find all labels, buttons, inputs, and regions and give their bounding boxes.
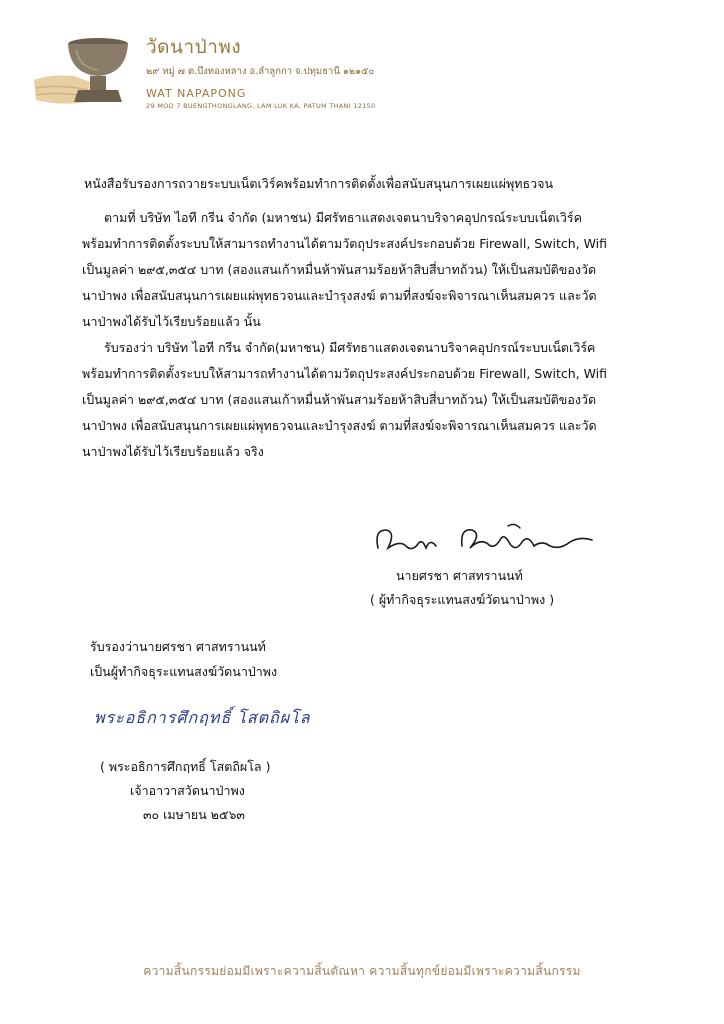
- paragraph2-line: รับรองว่า บริษัท ไอที กรีน จำกัด(มหาชน) มีศรัทธาแสดงเจตนาบริจาคอุปกรณ์ระบบเน็ตเวิร์ค: [104, 340, 596, 355]
- signature-2-handwriting: [94, 706, 354, 742]
- signer-2-role: เจ้าอาวาสวัดนาป่าพง: [130, 783, 245, 798]
- signature-2-text: พระอธิการศึกฤทธิ์ โสตถิผโล: [94, 708, 311, 727]
- signature-1-handwriting: [370, 518, 600, 562]
- paragraph1-line: นาป่าพง เพื่อสนับสนุนการเผยแผ่พุทธวจนและบำรุงสงฆ์ ตามที่สงฆ์จะพิจารณาเห็นสมควร และวัด: [82, 288, 597, 303]
- signer-1-name: นายศรชา ศาสทรานนท์: [396, 568, 523, 583]
- alms-bowl-logo-icon: [30, 30, 140, 108]
- temple-name-th: วัดนาป่าพง: [146, 36, 242, 58]
- letterhead: [146, 32, 375, 110]
- certification-block: [90, 634, 277, 684]
- temple-address-en: 29 MOO 7 BUENGTHONGLANG, LAM LUK KA, PATUM THANI 12150: [146, 102, 376, 110]
- paragraph1-line: พร้อมทำการติดตั้งระบบให้สามารถทำงานได้ตามวัตถุประสงค์ประกอบด้วย Firewall, Switch, Wifi: [82, 236, 608, 251]
- paragraph1-line: นาป่าพงได้รับไว้เรียบร้อยแล้ว นั้น: [82, 314, 261, 329]
- paragraph1-line: ตามที่ บริษัท ไอที กรีน จำกัด (มหาชน) มีศรัทธาแสดงเจตนาบริจาคอุปกรณ์ระบบเน็ตเวิร์ค: [104, 210, 582, 225]
- footer-motto: ความสิ้นกรรมย่อมมีเพราะความสิ้นตัณหา ความสิ้นทุกข์ย่อมมีเพราะความสิ้นกรรม: [143, 964, 581, 978]
- document-body: [82, 205, 664, 465]
- certification-line: เป็นผู้ทำกิจธุระแทนสงฆ์วัดนาป่าพง: [90, 664, 278, 679]
- paragraph1-line: เป็นมูลค่า ๒๙๕,๓๕๔ บาท (สองแสนเก้าหมื่นห้าพันสามร้อยห้าสิบสี่บาทถ้วน) ให้เป็นสมบัติของวัด: [82, 262, 597, 277]
- temple-name-en: WAT NAPAPONG: [146, 87, 247, 100]
- certification-line: รับรองว่านายศรชา ศาสทรานนท์: [90, 639, 266, 654]
- temple-address-th: ๒๙ หมู่ ๗ ต.บึงทองหลาง อ.ลำลูกกา จ.ปทุมธานี ๑๒๑๕๐: [146, 66, 375, 77]
- paragraph2-line: เป็นมูลค่า ๒๙๕,๓๕๔ บาท (สองแสนเก้าหมื่นห้าพันสามร้อยห้าสิบสี่บาทถ้วน) ให้เป็นสมบัติของวัด: [82, 392, 597, 407]
- document-subject: หนังสือรับรองการถวายระบบเน็ตเวิร์คพร้อมทำการติดตั้งเพื่อสนับสนุนการเผยแผ่พุทธวจน: [84, 176, 553, 191]
- signer-2-name: ( พระอธิการศึกฤทธิ์ โสตถิผโล ): [100, 759, 271, 774]
- paragraph2-line: พร้อมทำการติดตั้งระบบให้สามารถทำงานได้ตามวัตถุประสงค์ประกอบด้วย Firewall, Switch, Wifi: [82, 366, 608, 381]
- paragraph2-line: นาป่าพงได้รับไว้เรียบร้อยแล้ว จริง: [82, 444, 264, 459]
- document-date: ๓๐ เมษายน ๒๕๖๓: [143, 807, 245, 822]
- paragraph2-line: นาป่าพง เพื่อสนับสนุนการเผยแผ่พุทธวจนและบำรุงสงฆ์ ตามที่สงฆ์จะพิจารณาเห็นสมควร และวัด: [82, 418, 597, 433]
- signer-1-role: ( ผู้ทำกิจธุระแทนสงฆ์วัดนาป่าพง ): [370, 592, 555, 607]
